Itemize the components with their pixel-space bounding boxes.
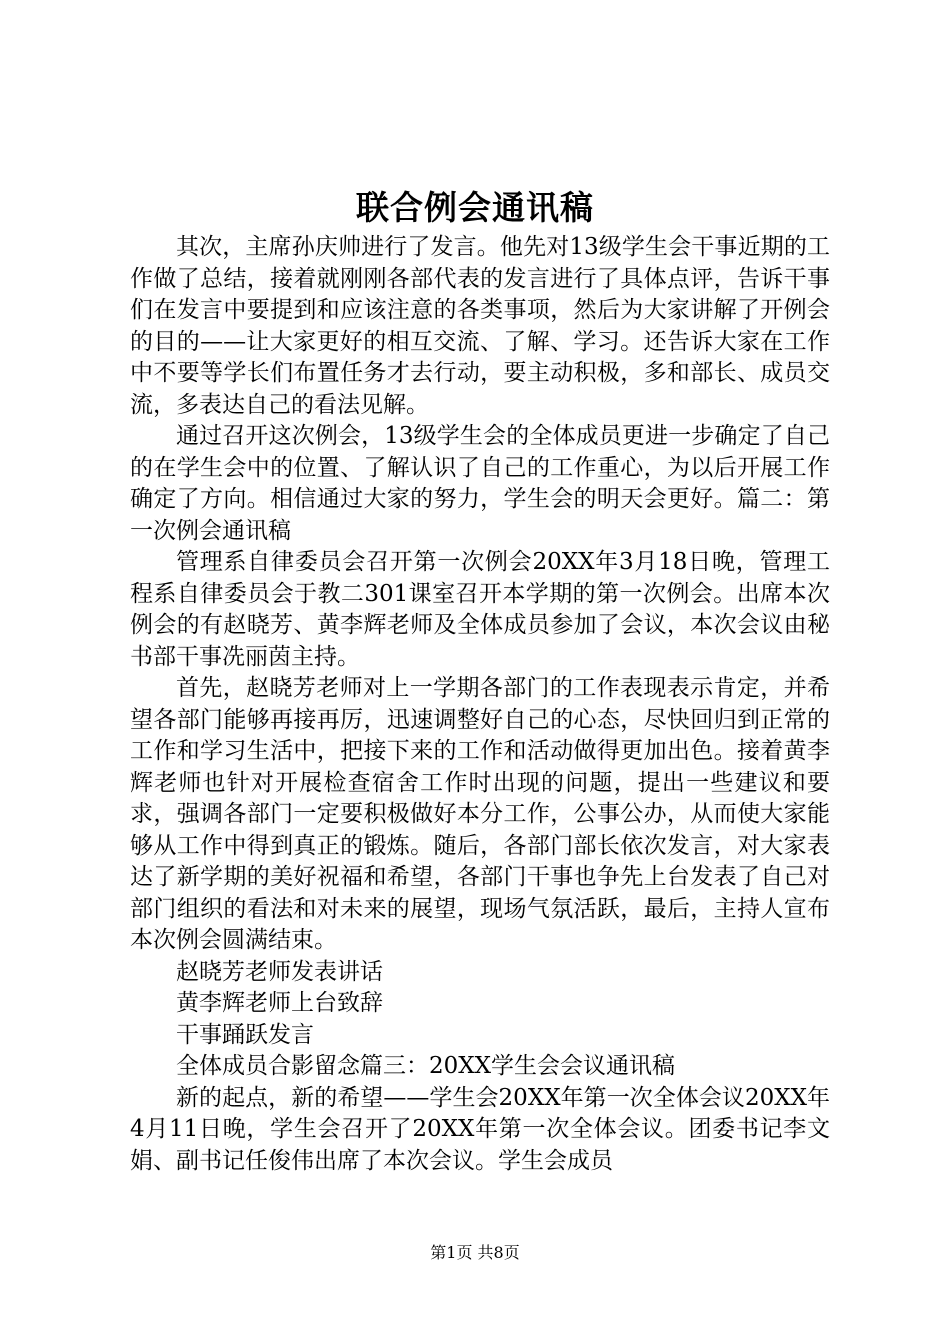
photo-caption-members: 干事踊跃发言 xyxy=(176,1021,314,1048)
paragraph-meeting-outcome: 通过召开这次例会，13级学生会的全体成员更进一步确定了自己的在学生会中的位置、了解认识了自己的工作重心，为以后开展工作确定了方向。相信通过大家的努力，学生会的明天会更好。篇二：第一次例会通讯稿 xyxy=(130,423,830,544)
photo-caption-speech: 赵晓芳老师发表讲话 xyxy=(176,958,383,985)
paragraph-speech-summary: 其次，主席孙庆帅进行了发言。他先对13级学生会干事近期的工作做了总结，接着就刚刚各部代表的发言进行了具体点评，告诉干事们在发言中要提到和应该注意的各类事项，然后为大家讲解了开例会的目的——让大家更好的相互交流、了解、学习。还告诉大家在工作中不要等学长们布置任务才去行动，要主动积极，多和部长、成员交流，多表达自己的看法见解。 xyxy=(130,234,830,418)
document-title: 联合例会通讯稿 xyxy=(356,188,594,227)
photo-caption-address: 黄李辉老师上台致辞 xyxy=(176,990,383,1016)
paragraph-new-start: 新的起点，新的希望——学生会20XX年第一次全体会议20XX年4月11日晚，学生会召开了20XX年第一次全体会议。团委书记李文娟、副书记任俊伟出席了本次会议。学生会成员 xyxy=(130,1084,830,1174)
page-footer: 第1页 共8页 xyxy=(430,1243,520,1262)
document-body xyxy=(130,232,830,1177)
paragraph-meeting-details: 首先，赵晓芳老师对上一学期各部门的工作表现表示肯定，并希望各部门能够再接再厉，迅速调整好自己的心态，尽快回归到正常的工作和学习生活中，把接下来的工作和活动做得更加出色。接着黄李辉老师也针对开展检查宿舍工作时出现的问题，提出一些建议和要求，强调各部门一定要积极做好本分工作，公事公办，从而使大家能够从工作中得到真正的锻炼。随后，各部门部长依次发言，对大家表达了新学期的美好祝福和希望，各部门干事也争先上台发表了自己对部门组织的看法和对未来的展望，现场气氛活跃，最后，主持人宣布本次例会圆满结束。 xyxy=(130,675,830,953)
paragraph-first-meeting: 管理系自律委员会召开第一次例会20XX年3月18日晚，管理工程系自律委员会于教二301课室召开本学期的第一次例会。出席本次例会的有赵晓芳、黄李辉老师及全体成员参加了会议，本次会议由秘书部干事冼丽茵主持。 xyxy=(130,549,830,670)
photo-caption-group: 全体成员合影留念篇三：20XX学生会会议通讯稿 xyxy=(176,1053,676,1079)
